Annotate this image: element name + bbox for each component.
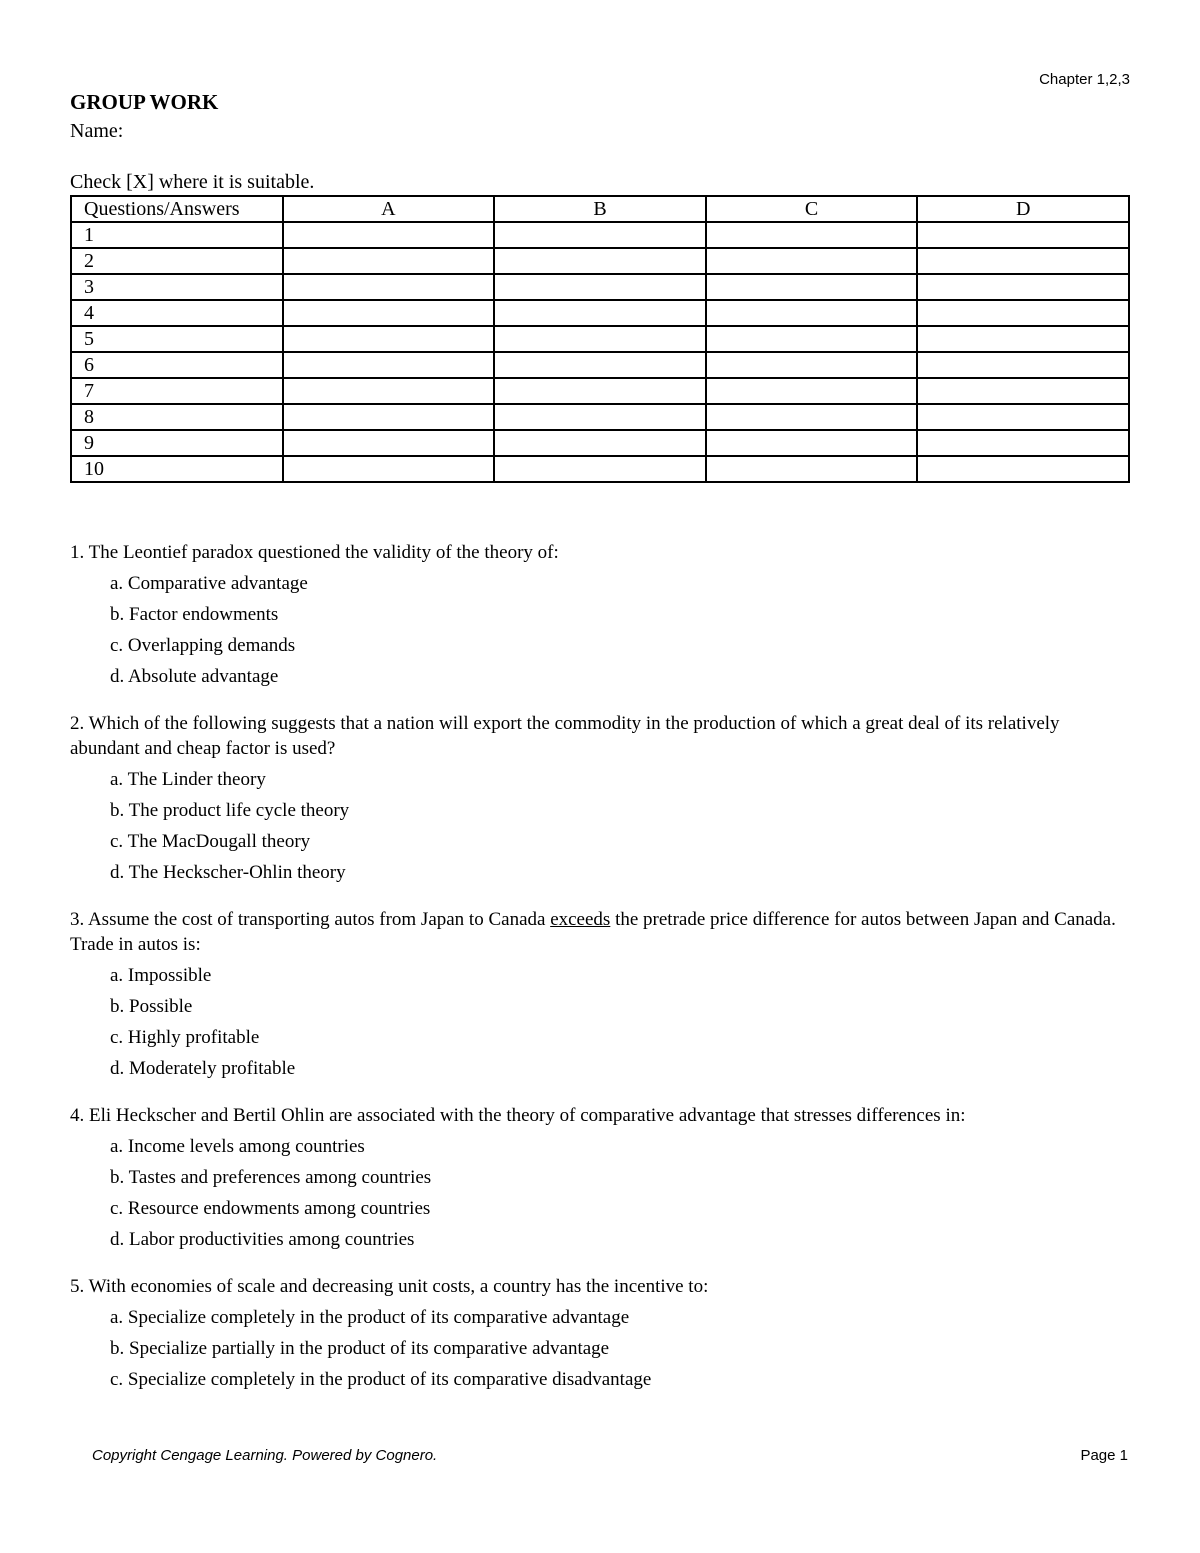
answer-cell-a[interactable]	[283, 274, 495, 300]
answer-cell-d[interactable]	[917, 456, 1129, 482]
question-number-cell: 4	[71, 300, 283, 326]
answer-cell-a[interactable]	[283, 326, 495, 352]
answer-cell-a[interactable]	[283, 300, 495, 326]
answer-option: b. Specialize partially in the product of its comparative advantage	[110, 1338, 610, 1359]
answer-cell-d[interactable]	[917, 404, 1129, 430]
answer-option: c. Highly profitable	[110, 1027, 260, 1048]
answer-cell-c[interactable]	[706, 248, 918, 274]
question-block	[70, 1274, 1130, 1392]
answer-option: d. Absolute advantage	[110, 666, 279, 687]
answer-cell-a[interactable]	[283, 248, 495, 274]
answer-cell-c[interactable]	[706, 352, 918, 378]
answer-option: b. Factor endowments	[110, 604, 279, 625]
question-number-cell: 10	[71, 456, 283, 482]
answer-cell-a[interactable]	[283, 430, 495, 456]
question-stem	[70, 907, 1130, 957]
answer-option: c. Overlapping demands	[110, 635, 296, 656]
document-body	[70, 88, 1130, 1414]
answer-cell-d[interactable]	[917, 222, 1129, 248]
question-number-cell: 6	[71, 352, 283, 378]
answer-option: a. Impossible	[110, 965, 212, 986]
answer-option: a. Income levels among countries	[110, 1136, 365, 1157]
column-header-d: D	[917, 196, 1129, 222]
answer-cell-b[interactable]	[494, 274, 706, 300]
answer-option: a. The Linder theory	[110, 769, 266, 790]
answer-option: c. Resource endowments among countries	[110, 1198, 431, 1219]
question-block	[70, 907, 1130, 1081]
table-row	[71, 404, 1129, 430]
answer-cell-a[interactable]	[283, 222, 495, 248]
table-row	[71, 274, 1129, 300]
answer-cell-c[interactable]	[706, 378, 918, 404]
answer-table	[70, 195, 1130, 483]
answer-option: d. The Heckscher-Ohlin theory	[110, 862, 346, 883]
questions-list	[70, 540, 1130, 1392]
answer-cell-b[interactable]	[494, 378, 706, 404]
answer-option: d. Moderately profitable	[110, 1058, 296, 1079]
answer-cell-b[interactable]	[494, 326, 706, 352]
answer-cell-c[interactable]	[706, 326, 918, 352]
question-stem: 4. Eli Heckscher and Bertil Ohlin are associated with the theory of comparative advantage that stresses differences in:	[70, 1105, 966, 1126]
question-number-cell: 1	[71, 222, 283, 248]
name-label: Name:	[70, 120, 124, 142]
copyright-footer: Copyright Cengage Learning. Powered by Cognero.	[92, 1447, 438, 1464]
table-row	[71, 430, 1129, 456]
question-number-cell: 8	[71, 404, 283, 430]
answer-option: d. Labor productivities among countries	[110, 1229, 415, 1250]
answer-cell-d[interactable]	[917, 274, 1129, 300]
answer-cell-b[interactable]	[494, 352, 706, 378]
column-header-c: C	[706, 196, 918, 222]
answer-option: c. Specialize completely in the product of its comparative disadvantage	[110, 1369, 652, 1390]
answer-cell-c[interactable]	[706, 404, 918, 430]
answer-cell-c[interactable]	[706, 300, 918, 326]
table-row	[71, 248, 1129, 274]
answer-cell-d[interactable]	[917, 326, 1129, 352]
answer-option: c. The MacDougall theory	[110, 831, 311, 852]
answer-option: b. The product life cycle theory	[110, 800, 350, 821]
answer-cell-c[interactable]	[706, 222, 918, 248]
question-number-cell: 9	[71, 430, 283, 456]
question-number-cell: 3	[71, 274, 283, 300]
page-number: Page 1	[1080, 1447, 1128, 1464]
answer-table-header-row	[71, 196, 1129, 222]
answer-cell-d[interactable]	[917, 430, 1129, 456]
answer-option: b. Tastes and preferences among countries	[110, 1167, 432, 1188]
answer-option: a. Specialize completely in the product of its comparative advantage	[110, 1307, 630, 1328]
answer-cell-b[interactable]	[494, 222, 706, 248]
question-block	[70, 1103, 1130, 1252]
question-stem: 1. The Leontief paradox questioned the validity of the theory of:	[70, 542, 559, 563]
question-block	[70, 711, 1130, 885]
answer-cell-a[interactable]	[283, 352, 495, 378]
column-header-b: B	[494, 196, 706, 222]
column-header-questions: Questions/Answers	[71, 196, 283, 222]
answer-cell-d[interactable]	[917, 352, 1129, 378]
table-row	[71, 222, 1129, 248]
question-number-cell: 5	[71, 326, 283, 352]
question-stem: 5. With economies of scale and decreasing unit costs, a country has the incentive to:	[70, 1276, 709, 1297]
answer-cell-b[interactable]	[494, 248, 706, 274]
answer-cell-b[interactable]	[494, 430, 706, 456]
answer-cell-d[interactable]	[917, 378, 1129, 404]
answer-cell-c[interactable]	[706, 430, 918, 456]
table-row	[71, 326, 1129, 352]
answer-cell-c[interactable]	[706, 456, 918, 482]
answer-option: a. Comparative advantage	[110, 573, 308, 594]
answer-cell-c[interactable]	[706, 274, 918, 300]
instruction-text: Check [X] where it is suitable.	[70, 171, 315, 193]
answer-cell-b[interactable]	[494, 404, 706, 430]
answer-cell-b[interactable]	[494, 456, 706, 482]
column-header-a: A	[283, 196, 495, 222]
answer-cell-b[interactable]	[494, 300, 706, 326]
answer-cell-a[interactable]	[283, 378, 495, 404]
question-block	[70, 540, 1130, 689]
answer-option: b. Possible	[110, 996, 193, 1017]
answer-cell-a[interactable]	[283, 404, 495, 430]
page-title: GROUP WORK	[70, 90, 219, 114]
table-row	[71, 352, 1129, 378]
table-row	[71, 300, 1129, 326]
question-stem-part: 3. Assume the cost of transporting autos from Japan to Canada	[70, 909, 551, 930]
table-row	[71, 378, 1129, 404]
question-number-cell: 2	[71, 248, 283, 274]
answer-cell-a[interactable]	[283, 456, 495, 482]
question-number-cell: 7	[71, 378, 283, 404]
answer-cell-d[interactable]	[917, 300, 1129, 326]
chapter-label: Chapter 1,2,3	[1039, 71, 1130, 88]
question-stem-emphasis: exceeds	[550, 909, 611, 930]
question-stem-part: the pretrade price difference for autos between Japan and Canada. Trade in autos is:	[70, 909, 1116, 955]
table-row	[71, 456, 1129, 482]
question-stem: 2. Which of the following suggests that a nation will export the commodity in the production of which a great deal of its relatively abundant and cheap factor is used?	[70, 713, 1060, 759]
answer-cell-d[interactable]	[917, 248, 1129, 274]
